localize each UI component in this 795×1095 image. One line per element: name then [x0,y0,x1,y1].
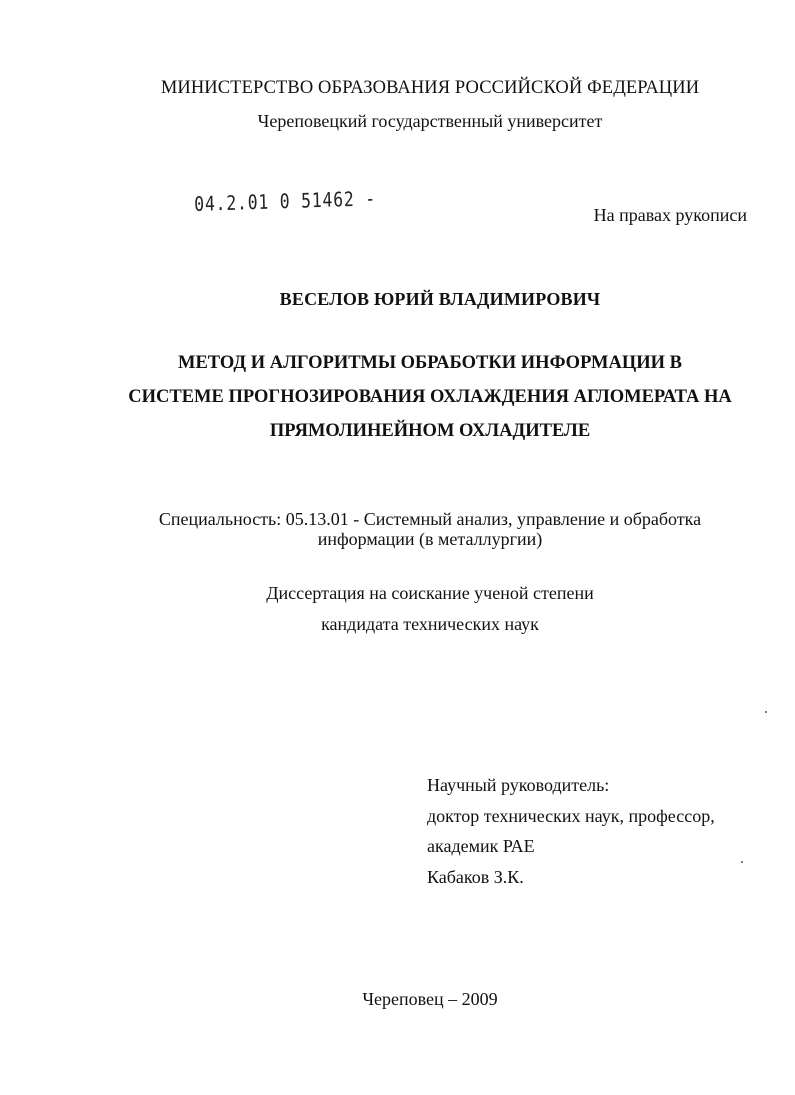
specialty-line: информации (в металлургии) [317,529,543,549]
specialty-line: Специальность: 05.13.01 - Системный анализ, управление и обработка [158,509,702,529]
supervisor-line: Кабаков З.К. [427,866,524,887]
supervisor-line: доктор технических наук, профессор, [427,805,715,826]
rights-note: На правах рукописи [593,205,747,225]
title-line: СИСТЕМЕ ПРОГНОЗИРОВАНИЯ ОХЛАЖДЕНИЯ АГЛОМЕРАТА НА [128,387,732,407]
author-name: ВЕСЕЛОВ ЮРИЙ ВЛАДИМИРОВИЧ [279,289,601,309]
scan-speck [765,711,767,713]
supervisor-block [427,770,715,892]
specialty-block [0,509,795,549]
registration-stamp-number: 04.2.01 0 51462 - [193,186,377,216]
dissertation-title [0,346,795,448]
supervisor-line: академик РАЕ [427,836,535,856]
scan-speck [741,861,743,863]
supervisor-line: Научный руководитель: [427,775,610,795]
title-line: МЕТОД И АЛГОРИТМЫ ОБРАБОТКИ ИНФОРМАЦИИ В [178,353,682,373]
city-year: Череповец – 2009 [362,989,498,1009]
dissertation-statement: Диссертация на соискание ученой степени [266,583,594,603]
degree-name: кандидата технических наук [321,614,539,634]
university-name: Череповецкий государственный университет [257,111,603,131]
title-line: ПРЯМОЛИНЕЙНОМ ОХЛАДИТЕЛЕ [269,421,591,441]
ministry-heading: МИНИСТЕРСТВО ОБРАЗОВАНИЯ РОССИЙСКОЙ ФЕДЕРАЦИИ [160,78,700,98]
